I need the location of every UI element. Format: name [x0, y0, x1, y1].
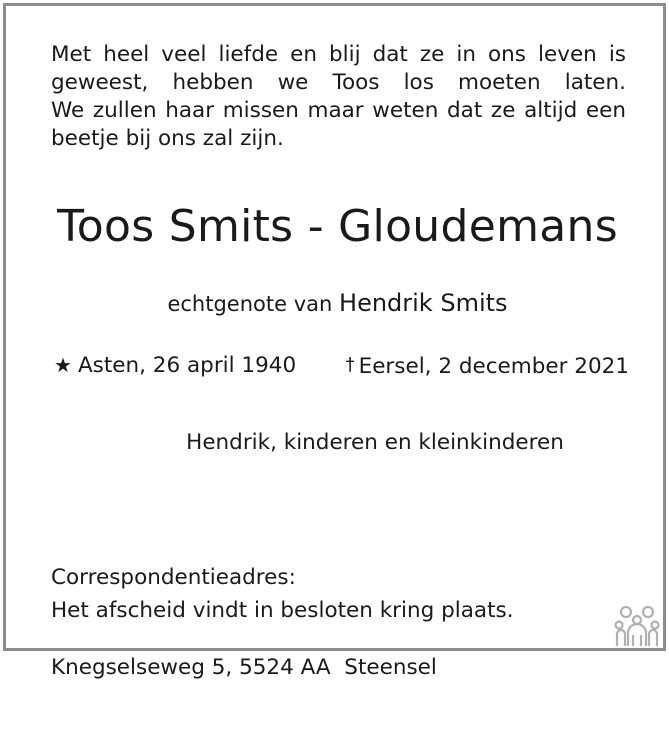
birth-text: Asten, 26 april 1940 — [77, 353, 297, 378]
farewell-note: Het afscheid vindt in besloten kring plaats. — [51, 598, 514, 623]
intro-line: geweest, hebben we Toos los moeten laten. — [51, 70, 626, 95]
star-icon: ★ — [54, 353, 72, 377]
intro-line: We zullen haar missen maar weten dat ze altijd een — [51, 98, 626, 123]
death-info — [346, 350, 629, 382]
announcement-frame — [3, 3, 666, 680]
birth-info — [54, 350, 296, 381]
spouse-name: Hendrik Smits — [339, 289, 508, 317]
family-people-icon — [611, 603, 663, 647]
family-signature: Hendrik, kinderen en kleinkinderen — [186, 430, 564, 455]
intro-line: Met heel veel liefde en blij dat ze in ons leven is — [51, 42, 626, 67]
intro-text — [51, 41, 626, 153]
death-text: Eersel, 2 december 2021 — [358, 354, 629, 379]
spouse-prefix: echtgenote van — [167, 292, 333, 316]
cross-icon: † — [345, 354, 355, 375]
address-text: Knegselseweg 5, 5524 AA Steensel — [51, 655, 437, 680]
deceased-name: Toos Smits - Gloudemans — [57, 201, 618, 252]
address-label: Correspondentieadres: — [51, 565, 296, 590]
spouse-line — [6, 288, 669, 319]
intro-line: beetje bij ons zal zijn. — [51, 126, 284, 151]
